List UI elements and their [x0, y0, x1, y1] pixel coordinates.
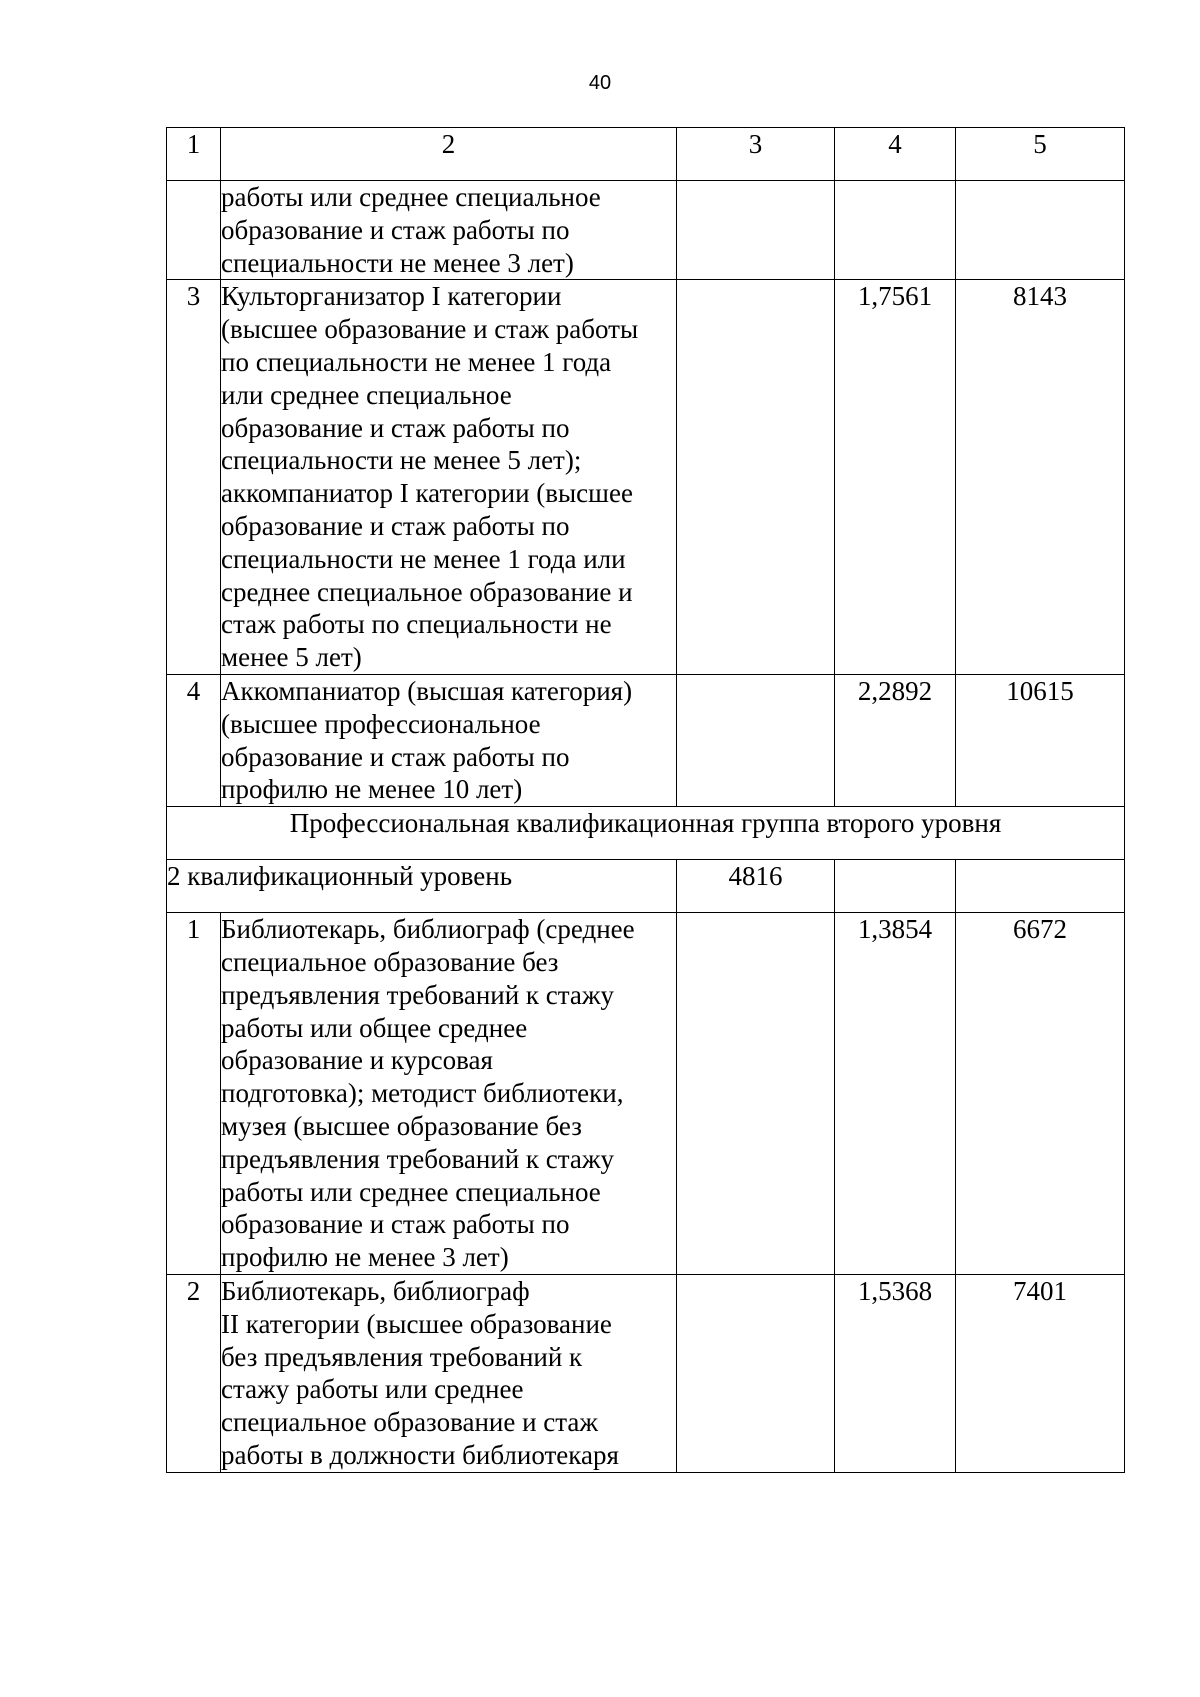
description-line: специальное образование и стаж	[221, 1407, 599, 1438]
row-number: 2	[167, 1274, 221, 1472]
description-line: Библиотекарь, библиограф (среднее	[221, 914, 635, 945]
description-line: предъявления требований к стажу	[221, 979, 615, 1010]
header-cell-5: 5	[956, 128, 1125, 181]
description-line: среднее специальное образование и	[221, 576, 633, 607]
description-line: профилю не менее 10 лет)	[221, 774, 523, 805]
description-line: подготовка); методист библиотеки,	[221, 1078, 624, 1109]
qualification-level-label: 2 квалификационный уровень	[167, 860, 677, 913]
coefficient-cell: 1,3854	[835, 913, 956, 1275]
position-description	[221, 674, 677, 806]
header-cell-3: 3	[677, 128, 835, 181]
qualification-level-row	[167, 860, 1125, 913]
position-description	[221, 913, 677, 1275]
description-line: работы или среднее специальное	[221, 182, 601, 212]
salary-cell: 7401	[956, 1274, 1125, 1472]
coefficient-cell: 2,2892	[835, 674, 956, 806]
group-title: Профессиональная квалификационная группа второго уровня	[167, 807, 1125, 860]
description-line: стаж работы по специальности не	[221, 609, 612, 640]
row-number: 1	[167, 913, 221, 1275]
description-line: специальности не менее 1 года или	[221, 543, 626, 574]
description-line: по специальности не менее 1 года	[221, 346, 612, 377]
description-line: менее 5 лет)	[221, 642, 362, 673]
header-cell-1: 1	[167, 128, 221, 181]
page-number: 40	[588, 72, 612, 94]
base-salary-cell	[677, 181, 835, 280]
position-description	[221, 181, 677, 280]
description-line: (высшее профессиональное	[221, 708, 541, 739]
coefficient-cell	[835, 860, 956, 913]
position-description	[221, 280, 677, 675]
group-title-row	[167, 807, 1125, 860]
description-line: Библиотекарь, библиограф	[221, 1275, 530, 1306]
table-row	[167, 913, 1125, 1275]
description-line: специальности не менее 3 лет)	[221, 247, 574, 278]
header-cell-4: 4	[835, 128, 956, 181]
description-line: образование и стаж работы по	[221, 741, 570, 772]
base-salary-cell	[677, 913, 835, 1275]
header-cell-2: 2	[221, 128, 677, 181]
salary-cell	[956, 181, 1125, 280]
description-line: без предъявления требований к	[221, 1341, 583, 1372]
description-line: образование и стаж работы по	[221, 214, 570, 245]
table-row	[167, 280, 1125, 675]
salary-cell	[956, 860, 1125, 913]
salary-cell: 6672	[956, 913, 1125, 1275]
salary-cell: 10615	[956, 674, 1125, 806]
description-line: специальности не менее 5 лет);	[221, 445, 582, 476]
base-salary-cell	[677, 280, 835, 675]
qualification-table	[166, 127, 1125, 1473]
table-row	[167, 1274, 1125, 1472]
coefficient-cell	[835, 181, 956, 280]
description-line: предъявления требований к стажу	[221, 1143, 615, 1174]
table-row	[167, 181, 1125, 280]
table-row	[167, 674, 1125, 806]
coefficient-cell: 1,7561	[835, 280, 956, 675]
coefficient-cell: 1,5368	[835, 1274, 956, 1472]
description-line: музея (высшее образование без	[221, 1110, 582, 1141]
base-salary-cell	[677, 1274, 835, 1472]
description-line: образование и стаж работы по	[221, 1209, 570, 1240]
description-line: стажу работы или среднее	[221, 1374, 524, 1405]
description-line: аккомпаниатор I категории (высшее	[221, 478, 633, 509]
row-number: 4	[167, 674, 221, 806]
description-line: II категории (высшее образование	[221, 1308, 612, 1339]
description-line: Аккомпаниатор (высшая категория)	[221, 675, 633, 706]
table-header-row	[167, 128, 1125, 181]
description-line: образование и стаж работы по	[221, 412, 570, 443]
description-line: Культорганизатор I категории	[221, 281, 562, 312]
description-line: профилю не менее 3 лет)	[221, 1242, 509, 1273]
description-line: работы или общее среднее	[221, 1012, 528, 1043]
row-number	[167, 181, 221, 280]
description-line: работы в должности библиотекаря	[221, 1439, 619, 1470]
position-description	[221, 1274, 677, 1472]
description-line: образование и курсовая	[221, 1045, 493, 1076]
base-salary-cell	[677, 674, 835, 806]
description-line: (высшее образование и стаж работы	[221, 314, 639, 345]
description-line: работы или среднее специальное	[221, 1176, 601, 1207]
description-line: образование и стаж работы по	[221, 510, 570, 541]
base-salary-cell: 4816	[677, 860, 835, 913]
salary-cell: 8143	[956, 280, 1125, 675]
description-line: или среднее специальное	[221, 379, 512, 410]
row-number: 3	[167, 280, 221, 675]
description-line: специальное образование без	[221, 946, 559, 977]
